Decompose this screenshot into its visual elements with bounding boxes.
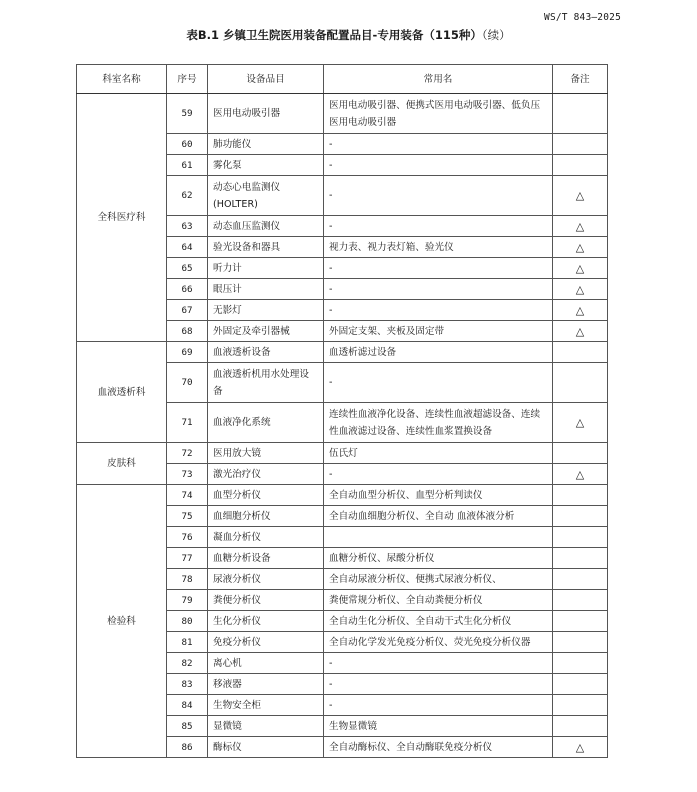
serial-number-cell: 59 xyxy=(167,94,208,134)
item-name-cell: 离心机 xyxy=(208,653,324,674)
item-name-cell: 医用放大镜 xyxy=(208,443,324,464)
dept-cell: 全科医疗科 xyxy=(77,94,167,342)
item-name-cell: 血液净化系统 xyxy=(208,403,324,443)
item-name-cell: 显微镜 xyxy=(208,716,324,737)
note-cell: △ xyxy=(553,737,608,758)
note-cell: △ xyxy=(553,464,608,485)
item-name-cell: 凝血分析仪 xyxy=(208,527,324,548)
common-name-cell: - xyxy=(324,653,553,674)
serial-number-cell: 64 xyxy=(167,237,208,258)
common-name-cell: 全自动生化分析仪、全自动干式生化分析仪 xyxy=(324,611,553,632)
note-cell xyxy=(553,155,608,176)
item-name-cell: 雾化泵 xyxy=(208,155,324,176)
standard-code: WS/T 843—2025 xyxy=(544,12,621,23)
common-name-cell: 血糖分析仪、尿酸分析仪 xyxy=(324,548,553,569)
table-row xyxy=(77,342,608,363)
note-cell xyxy=(553,363,608,403)
note-cell: △ xyxy=(553,321,608,342)
item-name-cell: 验光设备和器具 xyxy=(208,237,324,258)
table-title-main: 表B.1 乡镇卫生院医用装备配置品目-专用装备（115种） xyxy=(186,28,482,42)
item-name-cell: 动态心电监测仪(HOLTER) xyxy=(208,176,324,216)
table-row xyxy=(77,485,608,506)
item-name-cell: 血液透析机用水处理设备 xyxy=(208,363,324,403)
item-name-cell: 听力计 xyxy=(208,258,324,279)
note-cell xyxy=(553,653,608,674)
dept-cell: 检验科 xyxy=(77,485,167,758)
note-cell xyxy=(553,134,608,155)
serial-number-cell: 73 xyxy=(167,464,208,485)
common-name-cell: 伍氏灯 xyxy=(324,443,553,464)
note-cell xyxy=(553,506,608,527)
item-name-cell: 血型分析仪 xyxy=(208,485,324,506)
serial-number-cell: 78 xyxy=(167,569,208,590)
common-name-cell: - xyxy=(324,300,553,321)
serial-number-cell: 86 xyxy=(167,737,208,758)
common-name-cell: - xyxy=(324,155,553,176)
item-name-cell: 眼压计 xyxy=(208,279,324,300)
item-name-cell: 外固定及牵引器械 xyxy=(208,321,324,342)
item-name-cell: 医用电动吸引器 xyxy=(208,94,324,134)
common-name-cell: - xyxy=(324,176,553,216)
item-name-cell: 激光治疗仪 xyxy=(208,464,324,485)
serial-number-cell: 80 xyxy=(167,611,208,632)
note-cell xyxy=(553,527,608,548)
common-name-cell: - xyxy=(324,464,553,485)
item-name-cell: 血糖分析设备 xyxy=(208,548,324,569)
table-row xyxy=(77,443,608,464)
serial-number-cell: 61 xyxy=(167,155,208,176)
note-cell xyxy=(553,342,608,363)
common-name-cell: 全自动血型分析仪、血型分析判读仪 xyxy=(324,485,553,506)
equipment-table xyxy=(76,64,608,758)
note-cell: △ xyxy=(553,216,608,237)
serial-number-cell: 60 xyxy=(167,134,208,155)
item-name-cell: 免疫分析仪 xyxy=(208,632,324,653)
serial-number-cell: 79 xyxy=(167,590,208,611)
item-name-cell: 酶标仪 xyxy=(208,737,324,758)
serial-number-cell: 77 xyxy=(167,548,208,569)
note-cell xyxy=(553,632,608,653)
item-name-cell: 动态血压监测仪 xyxy=(208,216,324,237)
common-name-cell xyxy=(324,527,553,548)
serial-number-cell: 65 xyxy=(167,258,208,279)
common-name-cell: - xyxy=(324,216,553,237)
table-title xyxy=(0,27,697,43)
column-header-no: 序号 xyxy=(167,65,208,94)
serial-number-cell: 84 xyxy=(167,695,208,716)
item-name-cell: 生化分析仪 xyxy=(208,611,324,632)
serial-number-cell: 63 xyxy=(167,216,208,237)
table-title-continued: （续） xyxy=(481,28,511,42)
note-cell: △ xyxy=(553,279,608,300)
common-name-cell: 医用电动吸引器、便携式医用电动吸引器、低负压医用电动吸引器 xyxy=(324,94,553,134)
dept-cell: 血液透析科 xyxy=(77,342,167,443)
common-name-cell: - xyxy=(324,695,553,716)
serial-number-cell: 72 xyxy=(167,443,208,464)
column-header-dept: 科室名称 xyxy=(77,65,167,94)
common-name-cell: - xyxy=(324,363,553,403)
serial-number-cell: 75 xyxy=(167,506,208,527)
note-cell: △ xyxy=(553,403,608,443)
serial-number-cell: 82 xyxy=(167,653,208,674)
common-name-cell: 外固定支架、夹板及固定带 xyxy=(324,321,553,342)
item-name-cell: 无影灯 xyxy=(208,300,324,321)
common-name-cell: 生物显微镜 xyxy=(324,716,553,737)
table-row xyxy=(77,94,608,134)
note-cell: △ xyxy=(553,300,608,321)
serial-number-cell: 83 xyxy=(167,674,208,695)
common-name-cell: 视力表、视力表灯箱、验光仪 xyxy=(324,237,553,258)
note-cell xyxy=(553,443,608,464)
serial-number-cell: 62 xyxy=(167,176,208,216)
note-cell xyxy=(553,569,608,590)
note-cell xyxy=(553,716,608,737)
item-name-cell: 血细胞分析仪 xyxy=(208,506,324,527)
column-header-common-name: 常用名 xyxy=(324,65,553,94)
column-header-note: 备注 xyxy=(553,65,608,94)
common-name-cell: 连续性血液净化设备、连续性血液超滤设备、连续性血液滤过设备、连续性血浆置换设备 xyxy=(324,403,553,443)
serial-number-cell: 69 xyxy=(167,342,208,363)
common-name-cell: 全自动化学发光免疫分析仪、荧光免疫分析仪器 xyxy=(324,632,553,653)
item-name-cell: 生物安全柜 xyxy=(208,695,324,716)
common-name-cell: 血透析滤过设备 xyxy=(324,342,553,363)
common-name-cell: 粪便常规分析仪、全自动粪便分析仪 xyxy=(324,590,553,611)
note-cell: △ xyxy=(553,258,608,279)
serial-number-cell: 66 xyxy=(167,279,208,300)
note-cell xyxy=(553,590,608,611)
serial-number-cell: 67 xyxy=(167,300,208,321)
table-header-row xyxy=(77,65,608,94)
table-body xyxy=(77,94,608,758)
note-cell: △ xyxy=(553,237,608,258)
note-cell xyxy=(553,695,608,716)
item-name-cell: 肺功能仪 xyxy=(208,134,324,155)
common-name-cell: 全自动酶标仪、全自动酶联免疫分析仪 xyxy=(324,737,553,758)
note-cell xyxy=(553,674,608,695)
serial-number-cell: 76 xyxy=(167,527,208,548)
note-cell: △ xyxy=(553,176,608,216)
serial-number-cell: 74 xyxy=(167,485,208,506)
serial-number-cell: 71 xyxy=(167,403,208,443)
common-name-cell: - xyxy=(324,134,553,155)
common-name-cell: - xyxy=(324,258,553,279)
column-header-item: 设备品目 xyxy=(208,65,324,94)
note-cell xyxy=(553,611,608,632)
common-name-cell: 全自动尿液分析仪、便携式尿液分析仪、 xyxy=(324,569,553,590)
serial-number-cell: 68 xyxy=(167,321,208,342)
item-name-cell: 粪便分析仪 xyxy=(208,590,324,611)
dept-cell: 皮肤科 xyxy=(77,443,167,485)
note-cell xyxy=(553,548,608,569)
item-name-cell: 尿液分析仪 xyxy=(208,569,324,590)
note-cell xyxy=(553,485,608,506)
serial-number-cell: 81 xyxy=(167,632,208,653)
note-cell xyxy=(553,94,608,134)
serial-number-cell: 70 xyxy=(167,363,208,403)
common-name-cell: - xyxy=(324,674,553,695)
common-name-cell: - xyxy=(324,279,553,300)
item-name-cell: 移液器 xyxy=(208,674,324,695)
common-name-cell: 全自动血细胞分析仪、全自动 血液体液分析 xyxy=(324,506,553,527)
serial-number-cell: 85 xyxy=(167,716,208,737)
item-name-cell: 血液透析设备 xyxy=(208,342,324,363)
